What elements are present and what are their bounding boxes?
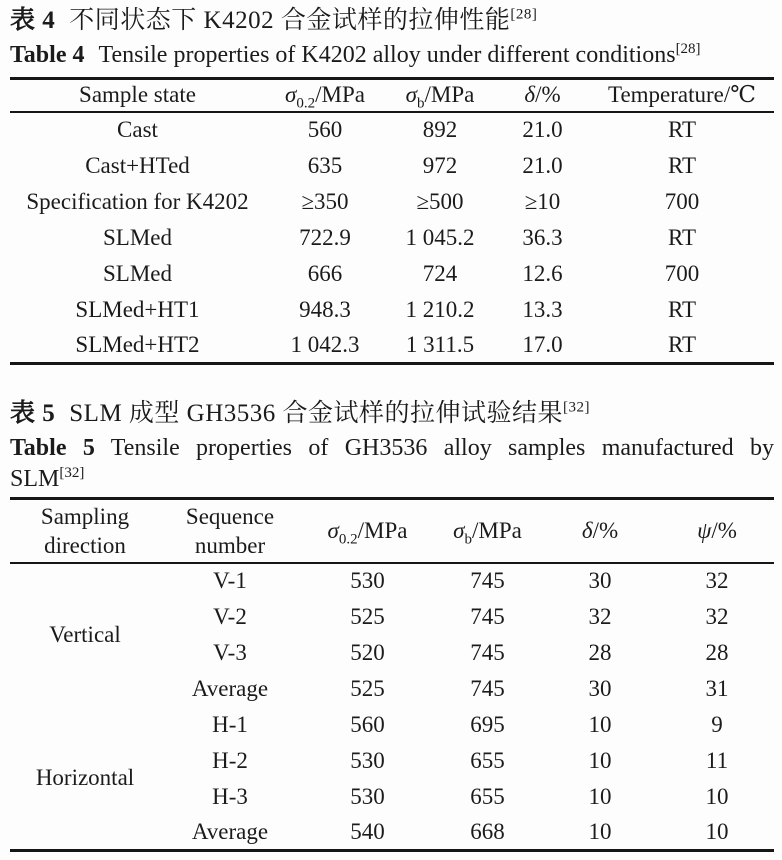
table5-caption-zh-text: SLM 成型 GH3536 合金试样的拉伸试验结果 (69, 400, 564, 427)
cell-sigma02: 1 042.3 (290, 331, 360, 357)
column-header-psi: ψ/% (697, 517, 737, 543)
cell-sigma02: 722.9 (299, 224, 351, 250)
cell-sigmab: 745 (470, 675, 505, 701)
table-row (10, 292, 774, 328)
cell-temperature: RT (667, 296, 696, 322)
cell-delta: 30 (588, 568, 612, 593)
cell-temperature: RT (667, 224, 696, 250)
cell-delta: 36.3 (522, 224, 563, 250)
table-row (10, 563, 774, 599)
cell-temperature: 700 (664, 188, 700, 214)
cell-temperature: RT (667, 331, 696, 357)
cell-sigma02: 666 (307, 260, 343, 286)
column-header-sigmab: $\sigma_b$/MPa (405, 82, 475, 112)
cell-sigma02: 530 (350, 747, 385, 773)
cell-sigma02: 530 (350, 568, 385, 593)
cell-sample-state: Specification for K4202 (26, 188, 249, 214)
column-header-sampling-direction: Sampling direction (40, 503, 130, 558)
cell-sequence: H-3 (212, 783, 248, 809)
table4-caption-zh (10, 4, 774, 38)
cell-delta: 10 (588, 783, 612, 809)
cell-temperature: RT (667, 117, 696, 142)
cell-delta: 13.3 (522, 296, 563, 322)
column-header-delta: δ/% (581, 517, 619, 543)
column-header-sigma02: $\sigma_{0.2}$/MPa (327, 517, 408, 548)
table-row (10, 112, 774, 148)
reference-superscript: [28] (510, 6, 538, 23)
cell-sigma02: 525 (350, 675, 385, 701)
cell-delta: 21.0 (522, 117, 563, 142)
cell-sigmab: 1 045.2 (405, 224, 475, 250)
cell-sample-state: SLMed (103, 260, 172, 286)
cell-sequence: Average (191, 675, 269, 701)
cell-sigmab: 745 (470, 639, 505, 665)
cell-sigmab: 724 (422, 260, 458, 286)
cell-sigma02: 560 (350, 711, 385, 737)
table5-caption-zh (10, 397, 774, 431)
cell-sigmab: 745 (470, 603, 505, 629)
cell-sample-state: Cast (117, 117, 158, 142)
cell-psi: 31 (705, 675, 729, 701)
cell-sequence: V-2 (213, 603, 247, 629)
cell-sequence: H-2 (212, 747, 248, 773)
cell-sigma02: 525 (350, 603, 385, 629)
column-header-sequence-number: Sequence number (185, 503, 275, 558)
cell-psi: 10 (705, 783, 729, 809)
table5-caption-zh-label: 表 5 (10, 400, 56, 427)
table-row (10, 148, 774, 184)
cell-sequence: H-1 (212, 711, 248, 737)
reference-superscript: [28] (675, 41, 701, 57)
cell-sample-state: Cast+HTed (85, 152, 190, 178)
cell-sample-state: SLMed+HT2 (75, 331, 200, 357)
cell-temperature: RT (667, 152, 696, 178)
cell-sigma02: ≥350 (301, 188, 349, 214)
table4-caption-en-label: Table 4 (10, 42, 85, 68)
cell-sample-state: SLMed+HT1 (75, 296, 200, 322)
cell-sequence: Average (191, 818, 269, 844)
cell-delta: 21.0 (522, 152, 563, 178)
cell-delta: 30 (588, 675, 612, 701)
cell-delta: 32 (588, 603, 612, 629)
table5 (10, 497, 774, 852)
cell-sequence: V-1 (213, 568, 247, 593)
cell-sigma02: 530 (350, 783, 385, 809)
table-row (10, 184, 774, 220)
cell-psi: 10 (705, 818, 729, 844)
table4-caption-zh-label: 表 4 (10, 7, 56, 34)
table-row (10, 256, 774, 292)
cell-psi: 9 (711, 711, 723, 737)
cell-sigma02: 560 (307, 117, 343, 142)
cell-delta: ≥10 (524, 188, 561, 214)
table5-caption-en-label: Table 5 (10, 435, 95, 461)
cell-temperature: 700 (664, 260, 700, 286)
column-header-sigma02: $\sigma_{0.2}$/MPa (285, 82, 365, 112)
cell-sigmab: ≥500 (416, 188, 464, 214)
cell-sigmab: 655 (470, 783, 505, 809)
table4-caption-en (10, 40, 774, 71)
cell-sigma02: 635 (307, 152, 343, 178)
table-row (10, 220, 774, 256)
table5-caption-en-line2: SLM[32] (10, 465, 85, 492)
cell-sigmab: 695 (470, 711, 505, 737)
cell-psi: 11 (705, 747, 729, 773)
cell-psi: 32 (705, 603, 729, 629)
table5-caption-en-text: Tensile properties of GH3536 alloy samples manufactured by (110, 435, 774, 461)
table4-header-row (10, 79, 774, 112)
cell-sample-state: SLMed (103, 224, 172, 250)
cell-psi: 28 (705, 639, 729, 665)
cell-direction-horizontal: Horizontal (35, 764, 135, 790)
cell-delta: 10 (588, 747, 612, 773)
column-header-sigmab: $\sigma_b$/MPa (453, 517, 522, 548)
cell-sigma02: 540 (350, 818, 385, 844)
cell-sigmab: 745 (470, 568, 505, 593)
cell-delta: 10 (588, 711, 612, 737)
cell-sigmab: 1 210.2 (405, 296, 475, 322)
reference-superscript: [32] (563, 399, 591, 416)
cell-sigma02: 948.3 (299, 296, 351, 322)
table4-caption-en-text: Tensile properties of K4202 alloy under different conditions (98, 42, 676, 68)
table-row (10, 707, 774, 743)
table5-header-row (10, 499, 774, 563)
reference-superscript: [32] (59, 465, 85, 481)
cell-delta: 28 (588, 639, 612, 665)
table5-caption-en-line1 (10, 433, 774, 464)
table4-caption-zh-text: 不同状态下 K4202 合金试样的拉伸性能 (69, 7, 511, 34)
table-row (10, 328, 774, 364)
cell-sigma02: 520 (350, 639, 385, 665)
cell-sigmab: 892 (422, 117, 458, 142)
cell-delta: 17.0 (522, 331, 563, 357)
cell-sigmab: 1 311.5 (405, 331, 475, 357)
cell-delta: 10 (588, 818, 612, 844)
cell-sigmab: 972 (422, 152, 458, 178)
cell-sequence: V-3 (213, 639, 247, 665)
table4 (10, 77, 774, 365)
cell-direction-vertical: Vertical (49, 622, 121, 647)
column-header-delta: δ/% (524, 82, 561, 108)
column-header-sample-state: Sample state (79, 82, 196, 108)
cell-delta: 12.6 (522, 260, 563, 286)
cell-psi: 32 (705, 568, 729, 593)
cell-sigmab: 655 (470, 747, 505, 773)
column-header-temperature: Temperature/℃ (608, 82, 756, 108)
cell-sigmab: 668 (470, 818, 505, 844)
